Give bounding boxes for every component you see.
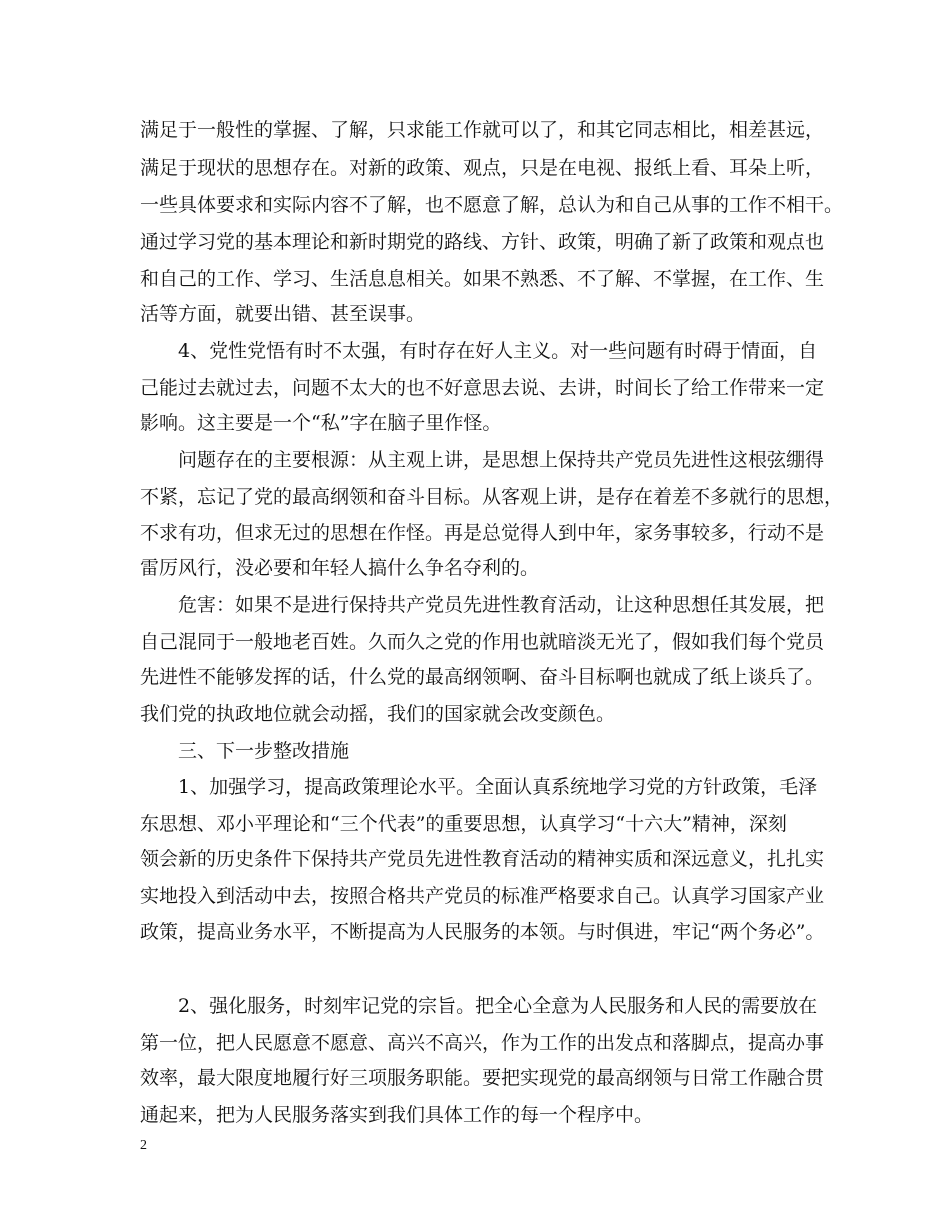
text-line: 通起来，把为人民服务落实到我们具体工作的每一个程序中。 (140, 1104, 654, 1126)
text-line: 1、加强学习，提高政策理论水平。全面认真系统地学习党的方针政策，毛泽 (178, 776, 818, 798)
text-line: 领会新的历史条件下保持共产党员先进性教育活动的精神实质和深远意义，扎扎实 (140, 848, 825, 870)
text-line: 4、党性党悟有时不太强，有时存在好人主义。对一些问题有时碍于情面，自 (178, 340, 818, 362)
text-line: 第一位，把人民愿意不愿意、高兴不高兴，作为工作的出发点和落脚点，提高办事 (140, 1032, 825, 1054)
page-number: 2 (140, 1138, 147, 1153)
text-line: 危害：如果不是进行保持共产党员先进性教育活动，让这种思想任其发展，把 (178, 594, 825, 616)
text-line: 政策，提高业务水平，不断提高为人民服务的本领。与时俱进，牢记“两个务必”。 (140, 921, 825, 943)
text-line: 满足于一般性的掌握、了解，只求能工作就可以了，和其它同志相比，相差甚远， (140, 119, 825, 141)
text-line: 己能过去就过去，问题不太大的也不好意思去说、去讲，时间长了给工作带来一定 (140, 377, 825, 399)
section-heading: 三、下一步整改措施 (178, 740, 350, 762)
text-line: 实地投入到活动中去，按照合格共产党员的标准严格要求自己。认真学习国家产业 (140, 885, 825, 907)
text-line: 活等方面，就要出错、甚至误事。 (140, 303, 426, 325)
text-line: 2、强化服务，时刻牢记党的宗旨。把全心全意为人民服务和人民的需要放在 (178, 995, 818, 1017)
text-line: 和自己的工作、学习、生活息息相关。如果不熟悉、不了解、不掌握，在工作、生 (140, 268, 825, 290)
text-line: 不求有功，但求无过的思想在作怪。再是总觉得人到中年，家务事较多，行动不是 (140, 522, 825, 544)
text-line: 效率，最大限度地履行好三项服务职能。要把实现党的最高纲领与日常工作融合贯 (140, 1067, 825, 1089)
text-line: 满足于现状的思想存在。对新的政策、观点，只是在电视、报纸上看、耳朵上听， (140, 157, 825, 179)
text-line: 雷厉风行，没必要和年轻人搞什么争名夺利的。 (140, 557, 540, 579)
text-line: 不紧，忘记了党的最高纲领和奋斗目标。从客观上讲，是存在着差不多就行的思想， (140, 486, 844, 508)
text-line: 我们党的执政地位就会动摇，我们的国家就会改变颜色。 (140, 703, 616, 725)
text-line: 先进性不能够发挥的话，什么党的最高纲领啊、奋斗目标啊也就成了纸上谈兵了。 (140, 666, 825, 688)
text-line: 东思想、邓小平理论和“三个代表”的重要思想，认真学习“十六大”精神，深刻 (140, 813, 787, 835)
text-line: 影响。这主要是一个“私”字在脑子里作怪。 (140, 412, 502, 434)
text-line: 一些具体要求和实际内容不了解，也不愿意了解，总认为和自己从事的工作不相干。 (140, 194, 844, 216)
text-line: 通过学习党的基本理论和新时期党的路线、方针、政策，明确了新了政策和观点也 (140, 231, 825, 253)
text-line: 问题存在的主要根源：从主观上讲，是思想上保持共产党员先进性这根弦绷得 (178, 449, 825, 471)
text-line: 自己混同于一般地老百姓。久而久之党的作用也就暗淡无光了，假如我们每个党员 (140, 631, 825, 653)
